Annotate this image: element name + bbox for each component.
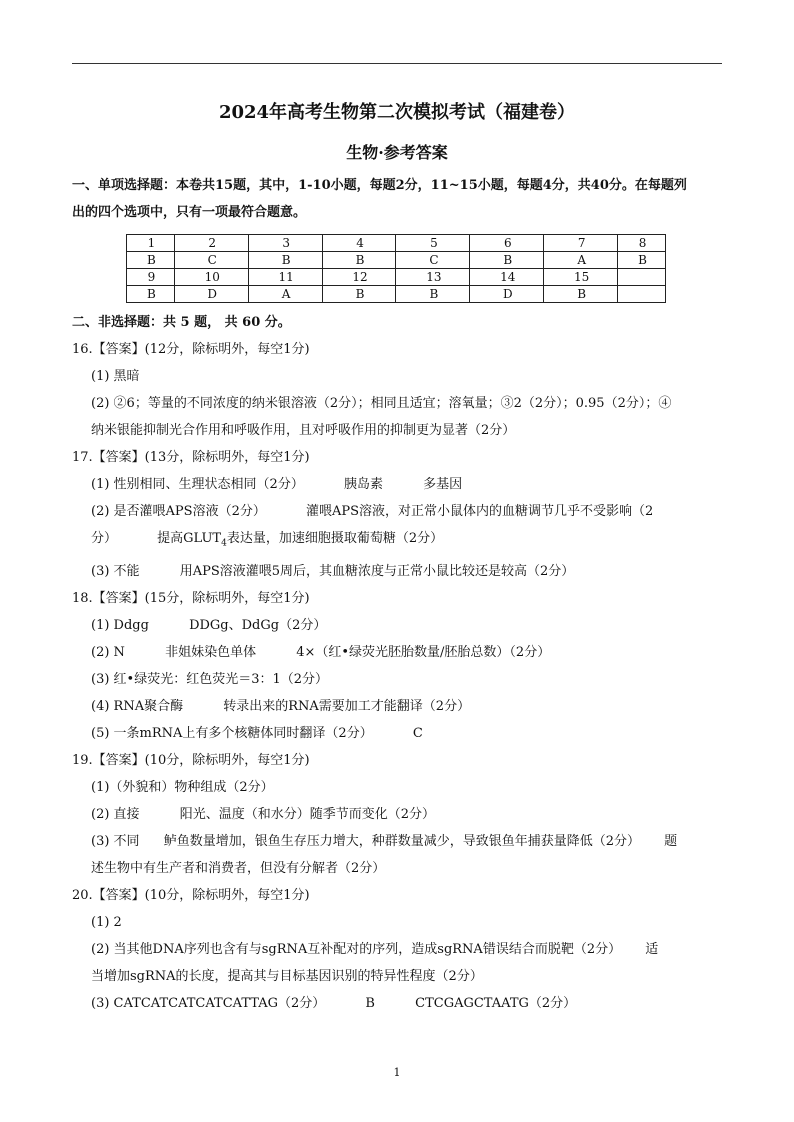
answer-table-cell: 4: [322, 235, 396, 252]
q16-answer-2-cont: 纳米银能抑制光合作用和呼吸作用，且对呼吸作用的抑制更为显著（2分）: [91, 423, 516, 438]
section1-heading-cont: 出的四个选项中，只有一项最符合题意。: [72, 205, 307, 220]
q17-answer-2-cont: [72, 525, 722, 558]
q19-answer-2b: 阳光、温度（和水分）随季节而变化（2分）: [179, 806, 435, 822]
answer-table-cell: B: [322, 286, 396, 303]
answer-table-cell: 1: [127, 235, 175, 252]
answer-table-cell: B: [248, 252, 322, 269]
q20-answer-2a: (2) 当其他DNA序列也含有与sgRNA互补配对的序列，造成sgRNA错误结合而脱靶（2分）: [91, 941, 622, 957]
answer-table-cell: B: [618, 252, 666, 269]
answer-table-cell: [618, 269, 666, 286]
q18-answer-5b: C: [412, 725, 423, 741]
page-title: 2024年高考生物第二次模拟考试（福建卷）: [218, 102, 576, 123]
answer-table-cell: 14: [470, 269, 544, 286]
q19-answer-2: [72, 801, 722, 828]
q17-answer-3a: (3) 不能: [91, 563, 140, 579]
q18-answer-1: [72, 612, 722, 639]
q17-answer-2-subscript: 4: [221, 538, 227, 549]
q18-answer-2a: (2) N: [91, 644, 125, 660]
q19-header: 19.【答案】(10分，除标明外，每空1分): [72, 752, 310, 768]
q19-answer-3a: (3) 不同: [91, 833, 140, 849]
answer-table-cell: 9: [127, 269, 175, 286]
answer-table-cell: 2: [174, 235, 248, 252]
q18-answer-4b: 转录出来的RNA需要加工才能翻译（2分）: [223, 698, 471, 714]
answer-table-cell: 6: [470, 235, 544, 252]
answer-table-cell: D: [470, 286, 544, 303]
q18-answer-4: [72, 693, 722, 720]
answer-table-row: [127, 286, 666, 303]
answer-table-cell: B: [396, 286, 470, 303]
q19-answer-1: (1)（外貌和）物种组成（2分）: [91, 779, 274, 795]
q17-answer-2c: 分）: [91, 531, 118, 546]
q16-answer-1: (1) 黑暗: [91, 369, 140, 384]
answer-table-cell: 3: [248, 235, 322, 252]
section1-heading: 一、单项选择题：本卷共15题，其中，1-10小题，每题2分，11~15小题，每题4分，共40分。在每题列: [72, 178, 687, 193]
q19-answer-3-cont: 述生物中有生产者和消费者，但没有分解者（2分）: [91, 860, 386, 876]
q18-answer-2: [72, 639, 722, 666]
q17-answer-2b: 灌喂APS溶液，对正常小鼠体内的血糖调节几乎不受影响（2: [306, 504, 654, 519]
answer-table-cell: B: [322, 252, 396, 269]
q19-answer-3c: 题: [664, 833, 678, 849]
q20-answer-2-cont: 当增加sgRNA的长度，提高其与目标基因识别的特异性程度（2分）: [91, 968, 483, 984]
answer-table-cell: 5: [396, 235, 470, 252]
q17-answer-2e: 表达量，加速细胞摄取葡萄糖（2分）: [226, 531, 444, 546]
q19-answer-3b: 鲈鱼数量增加，银鱼生存压力增大，种群数量减少，导致银鱼年捕获量降低（2分）: [163, 833, 640, 849]
q18-answer-5a: (5) 一条mRNA上有多个核糖体同时翻译（2分）: [91, 725, 373, 741]
answer-table-row: [127, 252, 666, 269]
q17-answer-3: [72, 558, 722, 585]
q17-answer-2a: (2) 是否灌喂APS溶液（2分）: [91, 504, 266, 519]
answer-table-cell: B: [127, 252, 175, 269]
q18-answer-3: (3) 红•绿荧光：红色荧光＝3：1（2分）: [91, 671, 329, 687]
header-rule: [72, 63, 722, 64]
answer-table-cell: A: [248, 286, 322, 303]
q17-answer-1b: 胰岛素: [343, 477, 383, 492]
q18-answer-5: [72, 720, 722, 747]
q17-answer-1a: (1) 性别相同、生理状态相同（2分）: [91, 477, 304, 492]
answer-table-cell: D: [174, 286, 248, 303]
answer-table-row: [127, 235, 666, 252]
answer-table-cell: 13: [396, 269, 470, 286]
answer-table-cell: B: [127, 286, 175, 303]
answer-table-cell: 11: [248, 269, 322, 286]
q17-answer-1c: 多基因: [423, 477, 463, 492]
q20-answer-2b: 适: [645, 941, 659, 957]
answer-table-cell: 15: [544, 269, 618, 286]
q16-header: 16.【答案】(12分，除标明外，每空1分): [72, 342, 310, 357]
answer-table-cell: C: [396, 252, 470, 269]
q17-answer-3b: 用APS溶液灌喂5周后，其血糖浓度与正常小鼠比较还是较高（2分）: [179, 563, 575, 579]
page-subtitle: 生物·参考答案: [346, 143, 448, 162]
q17-answer-2: [72, 498, 722, 525]
q20-answer-3a: (3) CATCATCATCATCATTAG（2分）: [91, 995, 326, 1011]
page-number: 1: [393, 1066, 401, 1079]
q20-answer-1: (1) 2: [91, 914, 122, 930]
q19-answer-3: [72, 828, 722, 855]
q17-answer-1: [72, 471, 722, 498]
q20-answer-3: [72, 990, 722, 1017]
answer-table-cell: 10: [174, 269, 248, 286]
q16-answer-2: (2) ②6；等量的不同浓度的纳米银溶液（2分）；相同且适宜；溶氧量；③2（2分）；0.95（2分）；④: [91, 396, 672, 411]
answer-table-cell: A: [544, 252, 618, 269]
q18-answer-1b: DDGg、DdGg（2分）: [189, 617, 327, 633]
answer-table-cell: B: [470, 252, 544, 269]
q18-answer-2c: 4×（红•绿荧光胚胎数量/胚胎总数）（2分）: [296, 644, 551, 660]
answer-table-cell: 8: [618, 235, 666, 252]
answer-table-cell: 7: [544, 235, 618, 252]
answer-table-cell: [618, 286, 666, 303]
answer-content: [72, 172, 722, 1017]
q20-answer-3c: CTCGAGCTAATG（2分）: [415, 995, 577, 1011]
q18-answer-2b: 非姐妹染色单体: [165, 644, 257, 660]
answer-table-cell: 12: [322, 269, 396, 286]
answer-table: [126, 234, 666, 303]
q18-header: 18.【答案】(15分，除标明外，每空1分): [72, 590, 310, 606]
q17-header: 17.【答案】(13分，除标明外，每空1分): [72, 450, 310, 465]
q20-header: 20.【答案】(10分，除标明外，每空1分): [72, 887, 310, 903]
q19-answer-2a: (2) 直接: [91, 806, 140, 822]
section2-heading: 二、非选择题：共 5 题， 共 60 分。: [72, 315, 291, 330]
q20-answer-2: [72, 936, 722, 963]
answer-table-cell: B: [544, 286, 618, 303]
q17-answer-2d: 提高GLUT: [157, 531, 222, 546]
answer-table-cell: C: [174, 252, 248, 269]
q18-answer-1a: (1) Ddgg: [91, 617, 149, 633]
q20-answer-3b: B: [365, 995, 375, 1011]
q18-answer-4a: (4) RNA聚合酶: [91, 698, 184, 714]
answer-table-row: [127, 269, 666, 286]
